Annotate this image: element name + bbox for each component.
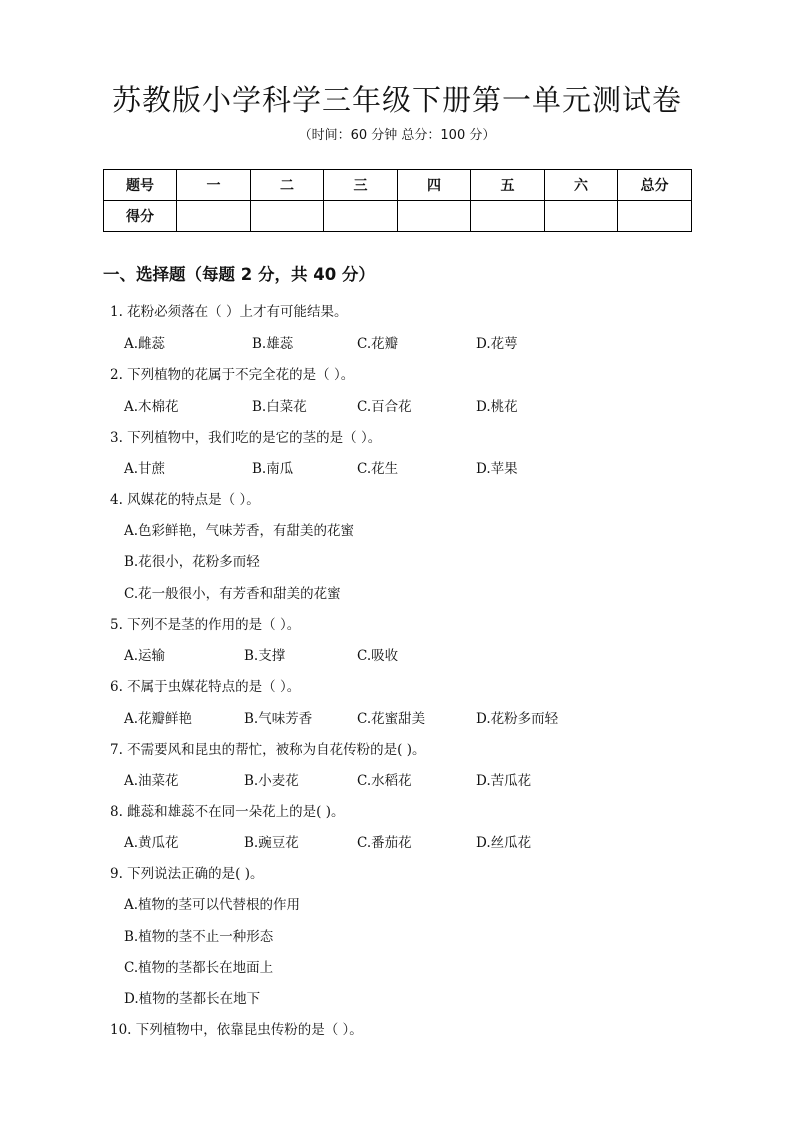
option: C.植物的茎都长在地面上 [124,960,274,976]
option: B.南瓜 [252,461,294,477]
option: D.植物的茎都长在地下 [124,991,261,1007]
option: C.番茄花 [357,835,412,851]
option: C.花蜜甜美 [357,711,426,727]
option: B.豌豆花 [244,835,299,851]
score-header-cell: 三 [324,170,398,201]
option: A.木棉花 [124,399,179,415]
score-cell[interactable] [618,201,692,232]
score-table-header-row [104,170,692,201]
score-cell[interactable] [398,201,471,232]
option: C.花瓣 [357,336,399,352]
score-header-cell: 六 [545,170,618,201]
score-cell[interactable] [177,201,251,232]
score-cell[interactable] [471,201,545,232]
option: B.支撑 [244,648,286,664]
option: A.雌蕊 [124,336,166,352]
option: D.花萼 [476,336,518,352]
question-3: 3. 下列植物中，我们吃的是它的茎的是（ ）。 [110,430,382,446]
option: B.气味芳香 [244,711,313,727]
option: C.水稻花 [357,773,412,789]
option: C.百合花 [357,399,412,415]
score-cell[interactable] [545,201,618,232]
option: A.色彩鲜艳，气味芳香，有甜美的花蜜 [124,523,355,539]
score-header-cell: 一 [177,170,251,201]
option: B.白菜花 [252,399,307,415]
score-cell[interactable] [324,201,398,232]
question-4: 4. 风媒花的特点是（ ）。 [110,492,260,508]
option: A.植物的茎可以代替根的作用 [124,897,301,913]
option: A.花瓣鲜艳 [124,711,193,727]
question-8: 8. 雌蕊和雄蕊不在同一朵花上的是( )。 [110,804,345,820]
score-header-cell: 二 [251,170,324,201]
option: A.黄瓜花 [124,835,179,851]
score-cell[interactable] [251,201,324,232]
option: A.运输 [124,648,166,664]
option: D.花粉多而轻 [476,711,559,727]
score-header-cell: 题号 [104,170,177,201]
section-heading-choice: 一、选择题（每题 2 分，共 40 分） [103,265,375,284]
option: D.苦瓜花 [476,773,532,789]
option: A.甘蔗 [124,461,166,477]
option: B.花很小，花粉多而轻 [124,554,260,570]
question-1: 1. 花粉必须落在（ ）上才有可能结果。 [110,304,348,320]
option: D.丝瓜花 [476,835,532,851]
option: C.花一般很小，有芳香和甜美的花蜜 [124,586,341,602]
score-row-label: 得分 [104,201,177,232]
option: B.植物的茎不止一种形态 [124,929,274,945]
option: A.油菜花 [124,773,179,789]
question-6: 6. 不属于虫媒花特点的是（ ）。 [110,679,301,695]
question-5: 5. 下列不是茎的作用的是（ ）。 [110,617,301,633]
option: D.苹果 [476,461,518,477]
score-table-score-row [104,201,692,232]
score-header-cell: 五 [471,170,545,201]
option: B.雄蕊 [252,336,294,352]
question-10: 10. 下列植物中，依靠昆虫传粉的是（ ）。 [110,1022,363,1038]
score-header-cell: 总分 [618,170,692,201]
score-header-cell: 四 [398,170,471,201]
exam-info: （时间：60 分钟 总分：100 分） [298,128,496,143]
option: C.花生 [357,461,399,477]
question-9: 9. 下列说法正确的是( )。 [110,866,264,882]
option: D.桃花 [476,399,518,415]
score-table [103,169,692,232]
question-7: 7. 不需要风和昆虫的帮忙，被称为自花传粉的是( )。 [110,742,426,758]
question-2: 2. 下列植物的花属于不完全花的是（ ）。 [110,367,355,383]
page-title: 苏教版小学科学三年级下册第一单元测试卷 [111,83,682,117]
option: B.小麦花 [244,773,299,789]
option: C.吸收 [357,648,399,664]
